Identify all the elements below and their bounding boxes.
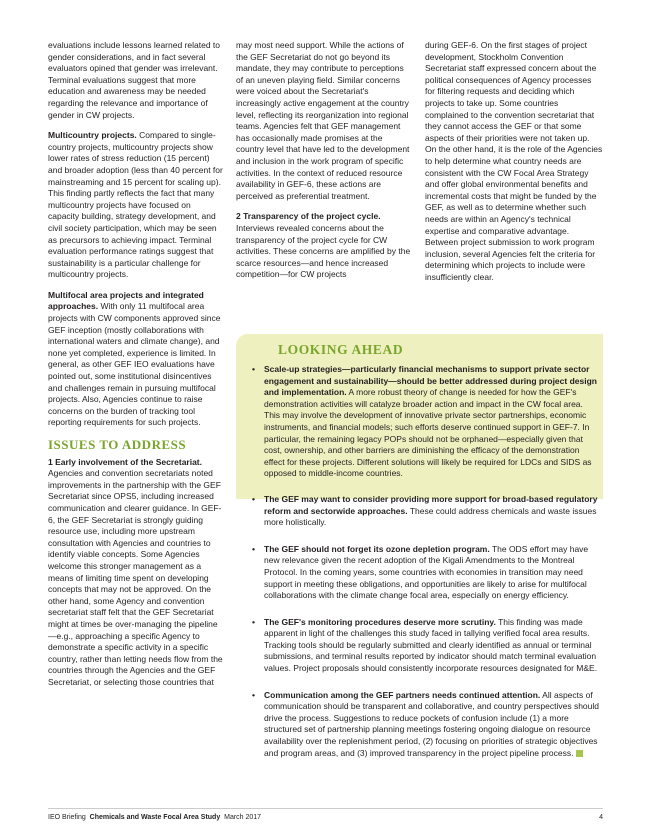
item-heading: Scale-up strategies—particularly financial mechanisms to support private sector engagement and sustainability—should be better addressed during project design and implementation. — [264, 364, 597, 398]
paragraph-stockholm: during GEF-6. On the first stages of project development, Stockholm Convention Secretariat staff expressed concern about the political consequences of Agency processes for filtering requests and deciding which projects to take up. Some countries complained to the convention secretariat that they cannot access the GEF or that some aspects of their priorities were not taken up. On the other hand, it is the role of the Agencies to help determine what country needs are consistent with the CW Focal Area Strategy and offer global environmental benefits and incremental costs that might be funded by the GEF, as well as to determine whether such needs are within an Agency's technical expertise and comparative advantage. Between project submission to work program inclusion, several Agencies felt the criteria for determining which projects to include were insufficiently clear. — [425, 40, 603, 282]
page-number: 4 — [599, 814, 603, 821]
paragraph-secretariat: may most need support. While the actions of the GEF Secretariat do not go beyond its mandate, they may contribute to perceptions of an uneven playing field. Similar concerns were voiced about the Secretariat's increasingly active engagement at the country level, reflecting its reorganization into regional teams. Agencies felt that GEF management has occasionally made promises at the country level that have led to the development and inclusion in the work program of specific activities. In the context of reduced resource availability in GEF-6, these actions are perceived as preferential treatment. — [236, 40, 410, 201]
footer-title: Chemicals and Waste Focal Area Study — [89, 814, 221, 821]
footer-left — [48, 814, 261, 821]
paragraph-multicountry — [48, 130, 223, 281]
end-square-icon — [576, 750, 583, 757]
bullet-icon: • — [252, 689, 255, 700]
item-body: A more robust theory of change is needed for how the GEF's demonstration activities will catalyze broader action and impact in the CW focal area. This may involve the development of innovative private sector partnerships, economic instruments, and financial models; such efforts deserve continued support in GEF-7. In particular, the remaining legacy POPs should not be orphaned—especially given that cost, ownership, and other barriers are diminishing the efficacy of the demonstration effect for these projects. Different solutions will likely be required for LDCs and SIDS as opposed to middle-income countries. — [264, 387, 592, 479]
list-item — [250, 690, 600, 760]
column-3 — [425, 40, 603, 292]
list-item — [250, 617, 600, 675]
list-item — [250, 494, 600, 529]
item-heading: The GEF may want to consider providing more support for broad-based regulatory reform and sectorwide approaches. — [264, 493, 598, 516]
item-body: All aspects of communication should be transparent and collaborative, and country perspectives should drive the process. Suggestions to reduce pockets of confusion include (1) a more structured set of partnership planning meetings fostering ongoing dialogue on resource availability over the replenishment period, (2) focusing on priorities of strategic objectives and program areas, and (3) improved transparency in the project pipeline process. — [264, 689, 600, 758]
paragraph-gender: evaluations include lessons learned related to gender considerations, and in fact several evaluators opined that gender was irrelevant. Terminal evaluations suggest that more education and awareness may be needed regarding the relevance and importance of gender in CW projects. — [48, 40, 221, 120]
footer-date: March 2017 — [224, 814, 262, 821]
early-involvement-heading: 1 Early involvement of the Secretariat. — [48, 456, 203, 467]
multicountry-heading: Multicountry projects. — [48, 130, 137, 141]
list-item — [250, 544, 600, 602]
bullet-icon: • — [252, 616, 255, 627]
transparency-body: Interviews revealed concerns about the transparency of the project cycle for CW activities. These concerns are amplified by the scarce resources—and hence increased competition—for CW projects — [236, 222, 411, 280]
paragraph-early-involvement — [48, 457, 223, 689]
bullet-icon: • — [252, 364, 255, 374]
paragraph-multifocal — [48, 290, 223, 429]
paragraph-transparency — [236, 211, 412, 281]
item-body: The ODS effort may have new relevance given the recent adoption of the Kigali Amendments to the Montreal Protocol. In the coming years, some countries with economies in transition may need support in meeting these obligations, and opportunities are likely to arise for multifocal collaborations with the climate change focal area, especially on energy efficiency. — [264, 543, 589, 601]
item-body: This finding was made apparent in light of the challenges this study faced in tallying verified focal area results. Tracking tools should be regularly submitted and clearly identified as annual or terminal submissions, and terminal results reported by indicator should match terminal evaluation values. Project proposals should consistently incorporate resources designated for M&E. — [264, 616, 598, 674]
column-1 — [48, 40, 223, 697]
early-involvement-body: Agencies and convention secretariats noted improvements in the partnership with the GEF Secretariat since OPS5, including increased communication and clearer guidance. In GEF-6, the GEF Secretariat is strongly guiding resource use, including more upstream consultation with Agencies and countries to identify viable concepts. Some Agencies welcome this stronger management as a means of limiting time spent on developing concepts that may not be approved. On the other hand, some Agency and convention secretariat staff felt that the GEF Secretariat might at times be over-managing the pipeline—e.g., approaching a specific Agency to demonstrate a specific activity in a specific country, rather than letting needs flow from the countries through the Agencies and the GEF Secretariat, or selecting those countries that — [48, 468, 223, 687]
transparency-heading: 2 Transparency of the project cycle. — [236, 211, 381, 222]
bullet-icon: • — [252, 543, 255, 554]
multifocal-heading: Multifocal area projects and integrated approaches. — [48, 289, 204, 312]
bullet-icon: • — [252, 493, 255, 504]
multifocal-body: With only 11 multifocal area projects with CW components approved since GEF inception (mostly collaborations with international waters and climate change), and none yet completed, experience is limited. In general, as other GEF IEO evaluations have pointed out, some institutional disincentives and challenges remain in pursuing multifocal projects. Also, Agencies continue to raise concerns on the burden of tracking tool reporting requirements for such projects. — [48, 301, 221, 428]
looking-ahead-title: LOOKING AHEAD — [278, 342, 404, 357]
looking-ahead-list — [250, 364, 600, 774]
footer-series: IEO Briefing — [48, 814, 86, 821]
item-heading: The GEF's monitoring procedures deserve more scrutiny. — [264, 616, 496, 627]
looking-ahead-box — [236, 334, 603, 814]
item-heading: The GEF should not forget its ozone depletion program. — [264, 543, 490, 554]
item-body: These could address chemicals and waste issues more holistically. — [264, 505, 597, 528]
issues-heading: ISSUES TO ADDRESS — [48, 437, 187, 452]
list-item — [250, 364, 600, 480]
column-2 — [236, 40, 412, 290]
multicountry-body: Compared to single-country projects, multicountry projects show lower rates of stress reduction (15 percent) and broader adoption (less than 40 percent for mainstreaming and 15 percent for scaling up). This finding partly reflects the fact that many multicountry projects have focused on capacity building, strategy development, and civil society participation, which may be seen as precursors to achieving impact. Terminal evaluation performance ratings suggest that sustainability is a particular challenge for multicountry projects. — [48, 130, 223, 280]
footer-divider — [48, 808, 603, 809]
item-heading: Communication among the GEF partners needs continued attention. — [264, 689, 541, 700]
